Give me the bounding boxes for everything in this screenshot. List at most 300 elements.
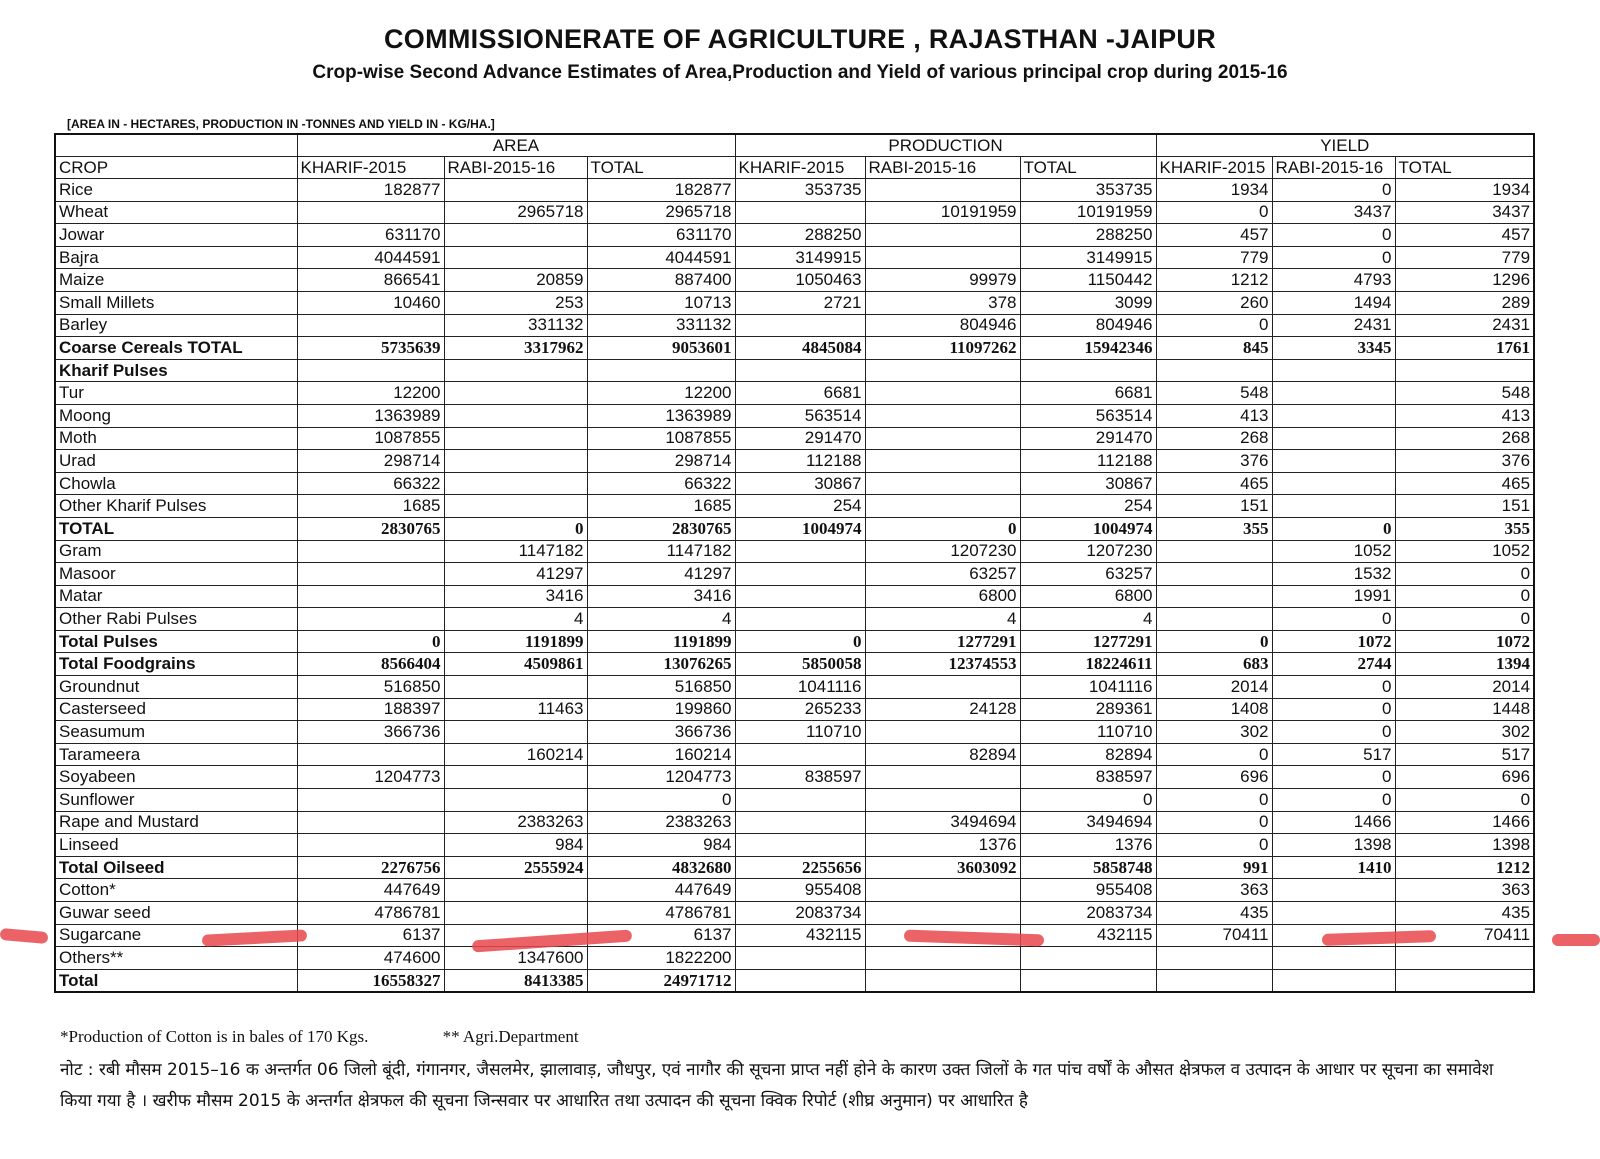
table-cell: 0 [1272,721,1395,744]
table-cell: 984 [587,834,735,857]
table-row [55,698,1534,721]
table-row [55,314,1534,337]
table-cell: 2083734 [1020,902,1156,925]
table-cell: 563514 [1020,404,1156,427]
table-cell: 1363989 [587,404,735,427]
table-row [55,269,1534,292]
group-area: AREA [297,134,735,157]
header-prod-total: TOTAL [1020,157,1156,179]
table-cell: 696 [1156,766,1272,789]
table-cell: 288250 [1020,224,1156,247]
table-cell: 151 [1395,495,1534,518]
table-cell: 447649 [587,879,735,902]
table-cell: 8413385 [444,969,587,992]
table-cell: 1448 [1395,698,1534,721]
crop-name: Gram [55,540,297,563]
table-cell: 376 [1395,450,1534,473]
table-cell [735,314,865,337]
table-cell [735,969,865,992]
table-cell [444,382,587,405]
table-cell: 0 [1156,789,1272,812]
table-cell [1272,879,1395,902]
table-cell: 254 [1020,495,1156,518]
crop-name: Chowla [55,472,297,495]
table-cell: 0 [1156,314,1272,337]
crop-name: Cotton* [55,879,297,902]
table-cell: 289 [1395,291,1534,314]
table-cell: 0 [297,630,444,653]
table-row [55,947,1534,970]
table-cell: 10713 [587,291,735,314]
crop-name: Moong [55,404,297,427]
table-cell [1395,969,1534,992]
table-cell: 1072 [1272,630,1395,653]
table-cell [297,201,444,224]
table-cell [297,314,444,337]
table-cell [1020,359,1156,382]
table-cell [297,811,444,834]
table-cell: 0 [1395,789,1534,812]
table-cell [865,404,1020,427]
crop-name: Total [55,969,297,992]
table-row [55,969,1534,992]
table-row [55,540,1534,563]
table-cell: 1934 [1395,179,1534,202]
units-note: [AREA IN - HECTARES, PRODUCTION IN -TONNES AND YIELD IN - KG/HA.] [67,117,495,131]
table-cell [735,563,865,586]
crop-name: Seasumum [55,721,297,744]
table-cell: 1087855 [587,427,735,450]
table-cell [735,811,865,834]
table-cell: 110710 [1020,721,1156,744]
table-cell: 353735 [735,179,865,202]
table-cell: 548 [1395,382,1534,405]
table-cell: 13076265 [587,653,735,676]
table-cell: 2830765 [587,517,735,540]
table-cell: 188397 [297,698,444,721]
table-cell: 82894 [1020,743,1156,766]
table-cell: 845 [1156,337,1272,360]
table-cell: 432115 [735,924,865,947]
crop-name: TOTAL [55,517,297,540]
table-cell: 366736 [297,721,444,744]
crop-name: Maize [55,269,297,292]
table-cell: 288250 [735,224,865,247]
table-cell: 331132 [444,314,587,337]
table-cell: 12200 [297,382,444,405]
table-cell [735,743,865,766]
table-cell: 12200 [587,382,735,405]
table-cell: 182877 [587,179,735,202]
table-cell: 6137 [587,924,735,947]
table-cell [865,495,1020,518]
table-row [55,224,1534,247]
table-cell: 12374553 [865,653,1020,676]
table-cell: 4786781 [297,902,444,925]
table-cell: 15942346 [1020,337,1156,360]
table-cell [444,450,587,473]
crop-name: Urad [55,450,297,473]
table-cell: 2555924 [444,856,587,879]
table-cell: 3416 [587,585,735,608]
table-cell [444,721,587,744]
table-cell: 548 [1156,382,1272,405]
table-cell: 0 [1272,676,1395,699]
table-cell: 804946 [1020,314,1156,337]
table-cell: 63257 [865,563,1020,586]
table-cell: 1212 [1156,269,1272,292]
crop-name: Total Foodgrains [55,653,297,676]
table-cell [865,969,1020,992]
table-cell: 331132 [587,314,735,337]
table-cell: 30867 [1020,472,1156,495]
table-cell [1272,969,1395,992]
crop-name: Other Kharif Pulses [55,495,297,518]
table-row [55,856,1534,879]
table-cell: 1207230 [1020,540,1156,563]
table-cell: 631170 [587,224,735,247]
table-row [55,563,1534,586]
table-cell: 16558327 [297,969,444,992]
header-prod-kharif: KHARIF-2015 [735,157,865,179]
table-row [55,676,1534,699]
table-cell: 4 [865,608,1020,631]
table-cell [444,472,587,495]
table-cell: 563514 [735,404,865,427]
table-cell: 779 [1395,246,1534,269]
table-cell: 2965718 [444,201,587,224]
table-cell: 0 [1395,585,1534,608]
table-cell [444,246,587,269]
table-cell: 5850058 [735,653,865,676]
table-cell [1272,450,1395,473]
table-cell: 3603092 [865,856,1020,879]
table-cell: 11097262 [865,337,1020,360]
table-cell [444,224,587,247]
table-cell: 0 [587,789,735,812]
table-cell: 4044591 [587,246,735,269]
table-cell: 1363989 [297,404,444,427]
table-cell [865,947,1020,970]
header-yield-kharif: KHARIF-2015 [1156,157,1272,179]
table-cell [1156,969,1272,992]
crop-name: Coarse Cereals TOTAL [55,337,297,360]
table-cell [297,834,444,857]
table-cell: 4044591 [297,246,444,269]
table-cell: 516850 [587,676,735,699]
table-cell [1272,472,1395,495]
table-cell [735,947,865,970]
crop-name: Barley [55,314,297,337]
table-cell: 63257 [1020,563,1156,586]
table-cell: 298714 [297,450,444,473]
table-cell: 151 [1156,495,1272,518]
table-cell: 363 [1156,879,1272,902]
page-title: COMMISSIONERATE OF AGRICULTURE , RAJASTHAN -JAIPUR [383,24,1216,54]
table-cell: 10191959 [1020,201,1156,224]
table-cell [1156,608,1272,631]
table-row [55,450,1534,473]
table-cell: 1041116 [1020,676,1156,699]
table-cell: 6681 [735,382,865,405]
table-cell [1272,902,1395,925]
table-cell: 516850 [297,676,444,699]
table-cell [297,743,444,766]
table-cell: 2830765 [297,517,444,540]
table-cell: 1494 [1272,291,1395,314]
table-row [55,585,1534,608]
table-cell: 10460 [297,291,444,314]
table-cell: 1204773 [297,766,444,789]
table-row [55,811,1534,834]
table-cell: 4 [1020,608,1156,631]
table-row [55,789,1534,812]
table-cell: 413 [1156,404,1272,427]
crop-name: Total Oilseed [55,856,297,879]
table-cell [1020,969,1156,992]
table-cell: 66322 [587,472,735,495]
table-cell: 0 [1272,766,1395,789]
table-cell: 24128 [865,698,1020,721]
table-cell [865,450,1020,473]
table-cell: 378 [865,291,1020,314]
highlight-mark [0,928,48,944]
table-cell [444,789,587,812]
table-cell: 1041116 [735,676,865,699]
table-cell: 1050463 [735,269,865,292]
table-cell: 260 [1156,291,1272,314]
table-cell: 1376 [865,834,1020,857]
table-cell: 1532 [1272,563,1395,586]
table-cell: 9053601 [587,337,735,360]
table-cell: 683 [1156,653,1272,676]
table-cell [735,540,865,563]
table-cell: 1147182 [587,540,735,563]
header-area-total: TOTAL [587,157,735,179]
table-cell [587,359,735,382]
table-cell: 0 [1272,224,1395,247]
table-cell: 474600 [297,947,444,970]
table-cell: 5735639 [297,337,444,360]
table-cell [444,495,587,518]
table-cell: 366736 [587,721,735,744]
table-cell: 3437 [1395,201,1534,224]
table-cell: 2431 [1395,314,1534,337]
table-cell [297,608,444,631]
footnotes [60,1027,649,1047]
table-cell: 1408 [1156,698,1272,721]
table-cell: 5858748 [1020,856,1156,879]
table-cell: 6137 [297,924,444,947]
table-cell: 66322 [297,472,444,495]
table-cell: 866541 [297,269,444,292]
table-cell [444,427,587,450]
header-crop: CROP [55,157,297,179]
table-cell: 0 [1272,246,1395,269]
table-cell: 1347600 [444,947,587,970]
group-production: PRODUCTION [735,134,1156,157]
table-cell: 3317962 [444,337,587,360]
table-cell: 2255656 [735,856,865,879]
table-row [55,404,1534,427]
table-row [55,359,1534,382]
crop-name: Tur [55,382,297,405]
table-cell [444,766,587,789]
table-row [55,653,1534,676]
crop-name: Sugarcane [55,924,297,947]
table-row [55,902,1534,925]
table-cell [1156,585,1272,608]
crop-name: Sunflower [55,789,297,812]
table-cell [865,676,1020,699]
table-cell: 1004974 [735,517,865,540]
table-row [55,743,1534,766]
table-cell: 2383263 [587,811,735,834]
crop-name: Guwar seed [55,902,297,925]
table-cell [1156,359,1272,382]
table-cell [865,246,1020,269]
crop-name: Small Millets [55,291,297,314]
table-cell [735,359,865,382]
crop-name: Masoor [55,563,297,586]
table-cell [735,789,865,812]
table-cell: 3494694 [865,811,1020,834]
crop-name: Casterseed [55,698,297,721]
table-cell: 1685 [297,495,444,518]
table-row [55,291,1534,314]
table-cell [1272,359,1395,382]
table-cell: 4793 [1272,269,1395,292]
table-cell: 2383263 [444,811,587,834]
table-cell: 8566404 [297,653,444,676]
table-cell: 1004974 [1020,517,1156,540]
table-cell: 112188 [1020,450,1156,473]
table-cell: 1207230 [865,540,1020,563]
table-cell: 268 [1156,427,1272,450]
table-row [55,246,1534,269]
table-cell: 696 [1395,766,1534,789]
table-cell: 1052 [1395,540,1534,563]
table-cell: 465 [1395,472,1534,495]
table-cell [1272,404,1395,427]
table-cell: 3099 [1020,291,1156,314]
table-cell: 99979 [865,269,1020,292]
crop-name: Tarameera [55,743,297,766]
table-cell: 353735 [1020,179,1156,202]
table-cell [444,676,587,699]
table-cell: 0 [1395,563,1534,586]
table-cell: 4786781 [587,902,735,925]
table-cell [865,359,1020,382]
table-cell [865,224,1020,247]
crop-name: Rice [55,179,297,202]
table-cell: 838597 [1020,766,1156,789]
table-cell: 1991 [1272,585,1395,608]
table-cell: 1277291 [1020,630,1156,653]
table-cell: 253 [444,291,587,314]
table-cell: 1410 [1272,856,1395,879]
table-cell: 4 [587,608,735,631]
table-cell: 435 [1156,902,1272,925]
table-cell: 631170 [297,224,444,247]
table-cell: 291470 [735,427,865,450]
table-cell: 1376 [1020,834,1156,857]
highlight-mark [1552,934,1600,946]
table-cell: 3494694 [1020,811,1156,834]
table-cell [865,766,1020,789]
crop-name: Kharif Pulses [55,359,297,382]
table-cell [444,879,587,902]
table-cell: 2965718 [587,201,735,224]
table-cell: 70411 [1395,924,1534,947]
table-cell: 1277291 [865,630,1020,653]
table-cell: 11463 [444,698,587,721]
table-row [55,608,1534,631]
table-cell: 1822200 [587,947,735,970]
table-cell [1020,947,1156,970]
table-cell: 2744 [1272,653,1395,676]
table-cell [735,585,865,608]
table-row [55,721,1534,744]
table-cell [865,902,1020,925]
table-cell [865,472,1020,495]
table-cell: 110710 [735,721,865,744]
table-cell [444,179,587,202]
table-cell: 265233 [735,698,865,721]
table-cell: 0 [865,517,1020,540]
table-cell: 0 [1020,789,1156,812]
table-cell: 2083734 [735,902,865,925]
table-cell: 160214 [444,743,587,766]
crop-name: Moth [55,427,297,450]
table-cell: 984 [444,834,587,857]
table-cell: 517 [1395,743,1534,766]
table-cell: 1191899 [587,630,735,653]
table-cell [297,585,444,608]
table-cell: 1466 [1272,811,1395,834]
table-cell: 3345 [1272,337,1395,360]
table-cell [735,201,865,224]
table-cell: 0 [1272,517,1395,540]
table-cell [865,879,1020,902]
table-cell: 254 [735,495,865,518]
crop-name: Jowar [55,224,297,247]
crop-name: Groundnut [55,676,297,699]
table-cell: 41297 [444,563,587,586]
header-blank [55,134,297,157]
table-cell: 838597 [735,766,865,789]
table-cell: 3149915 [735,246,865,269]
table-cell [297,563,444,586]
table-cell: 1072 [1395,630,1534,653]
crop-name: Bajra [55,246,297,269]
crop-name: Total Pulses [55,630,297,653]
page-subtitle: Crop-wise Second Advance Estimates of Area,Production and Yield of various principal crop during 2015-16 [312,62,1288,83]
table-cell: 6800 [1020,585,1156,608]
table-cell: 465 [1156,472,1272,495]
table-cell: 1394 [1395,653,1534,676]
table-cell [297,540,444,563]
table-cell [1272,495,1395,518]
table-row [55,766,1534,789]
table-cell: 0 [1272,789,1395,812]
header-yield-total: TOTAL [1395,157,1534,179]
table-row [55,879,1534,902]
table-cell: 363 [1395,879,1534,902]
table-cell: 24971712 [587,969,735,992]
table-row [55,201,1534,224]
table-cell: 20859 [444,269,587,292]
